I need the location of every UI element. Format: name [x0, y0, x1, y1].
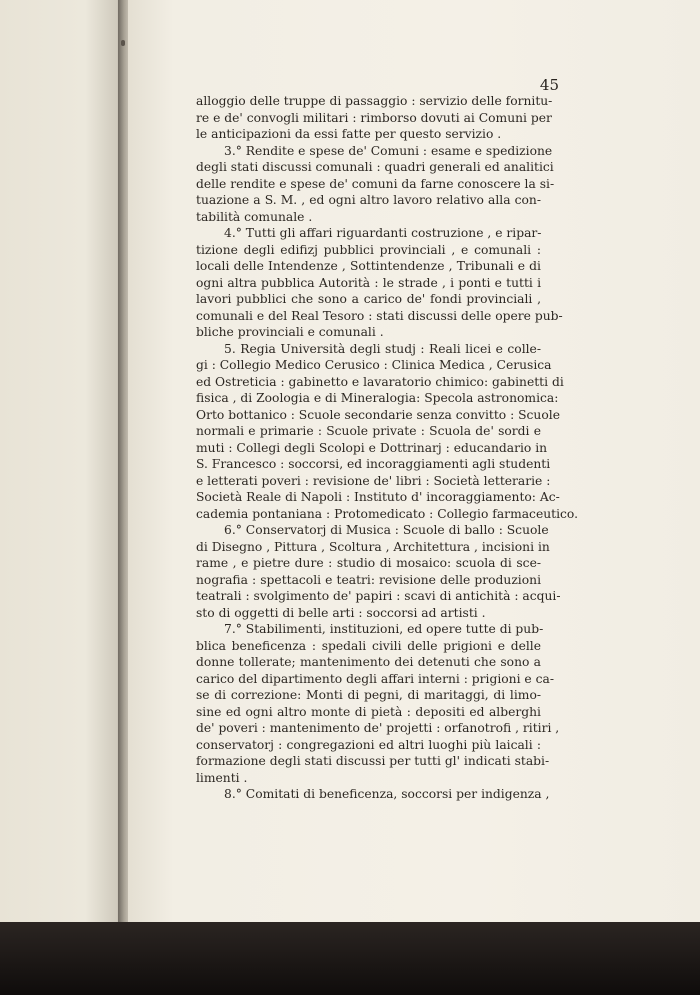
page-number: 45 — [539, 76, 559, 94]
text-line: fisica , di Zoologia e di Mineralogia: Specola astronomica: — [196, 391, 559, 405]
text-line: donne tollerate; mantenimento dei detenuti che sono a — [196, 655, 541, 669]
text-line: tizione degli edifizj pubblici provinciali , e comunali : — [196, 242, 541, 257]
text-line: carico del dipartimento degli affari interni : prigioni e ca- — [196, 671, 554, 686]
text-line: conservatorj : congregazioni ed altri luoghi più laicali : — [196, 737, 541, 752]
text-line: formazione degli stati discussi per tutti gl' indicati stabi- — [196, 754, 550, 768]
text-line: tuazione a S. M. , ed ogni altro lavoro relativo alla con- — [196, 193, 541, 207]
text-line: Orto bottanico : Scuole secondarie senza convitto : Scuole — [196, 407, 560, 422]
text-line: 7.° Stabilimenti, instituzioni, ed opere tutte di pub- — [224, 622, 544, 636]
text-line: locali delle Intendenze , Sottintendenze , Tribunali e di — [196, 259, 541, 273]
page-body-text — [196, 93, 578, 803]
text-line: nografia : spettacoli e teatri: revisione delle produzioni — [196, 572, 541, 587]
text-line: comunali e del Real Tesoro : stati discussi delle opere pub- — [196, 308, 563, 323]
text-line: teatrali : svolgimento de' papiri : scavi di antichità : acqui- — [196, 589, 561, 603]
text-line: rame , e pietre dure : studio di mosaico: scuola di sce- — [196, 556, 541, 570]
text-line: 4.° Tutti gli affari riguardanti costruzione , e ripar- — [224, 226, 542, 240]
text-line: le anticipazioni da essi fatte per questo servizio . — [196, 127, 502, 141]
text-line: e letterati poveri : revisione de' libri : Società letterarie : — [196, 473, 551, 488]
text-line: S. Francesco : soccorsi, ed incoraggiamenti agli studenti — [196, 457, 551, 471]
text-line: sine ed ogni altro monte di pietà : depositi ed alberghi — [196, 704, 541, 719]
text-line: cademia pontaniana : Protomedicato : Collegio farmaceutico. — [196, 506, 578, 521]
text-line: tabilità comunale . — [196, 209, 313, 224]
text-line: di Disegno , Pittura , Scoltura , Architettura , incisioni in — [196, 539, 550, 554]
ink-spot — [121, 40, 125, 46]
text-line: 6.° Conservatorj di Musica : Scuole di ballo : Scuole — [224, 523, 549, 537]
text-line: limenti . — [196, 770, 248, 785]
text-line: alloggio delle truppe di passaggio : servizio delle fornitu- — [196, 94, 553, 108]
text-line: bliche provinciali e comunali . — [196, 325, 384, 339]
text-line: 8.° Comitati di beneficenza, soccorsi per indigenza , — [224, 787, 550, 801]
text-line: ed Ostreticia : gabinetto e lavaratorio chimico: gabinetti di — [196, 374, 564, 389]
text-line: Società Reale di Napoli : Instituto d' incoraggiamento: Ac- — [196, 490, 560, 504]
text-line: delle rendite e spese de' comuni da farne conoscere la si- — [196, 176, 555, 191]
text-line: degli stati discussi comunali : quadri generali ed analitici — [196, 160, 554, 174]
text-line: normali e primarie : Scuole private : Scuola de' sordi e — [196, 424, 541, 438]
text-line: sto di oggetti di belle arti : soccorsi ad artisti . — [196, 605, 486, 620]
text-line: 3.° Rendite e spese de' Comuni : esame e spedizione — [224, 143, 553, 158]
text-line: de' poveri : mantenimento de' projetti : orfanotrofi , ritiri , — [196, 721, 560, 735]
text-line: ogni altra pubblica Autorità : le strade , i ponti e tutti i — [196, 275, 541, 290]
text-line: gi : Collegio Medico Cerusico : Clinica Medica , Cerusica — [196, 358, 552, 372]
text-line: re e de' convogli militari : rimborso dovuti ai Comuni per — [196, 110, 552, 125]
text-line: lavori pubblici che sono a carico de' fondi provinciali , — [196, 292, 541, 306]
text-line: blica beneficenza : spedali civili delle prigioni e delle — [196, 638, 541, 653]
text-line: se di correzione: Monti di pegni, di maritaggi, di limo- — [196, 688, 541, 702]
text-line: 5. Regia Università degli studj : Reali licei e colle- — [224, 341, 541, 356]
text-line: muti : Collegi degli Scolopi e Dottrinarj : educandario in — [196, 440, 548, 455]
scan-background — [0, 922, 700, 995]
left-page-edge — [0, 0, 122, 922]
